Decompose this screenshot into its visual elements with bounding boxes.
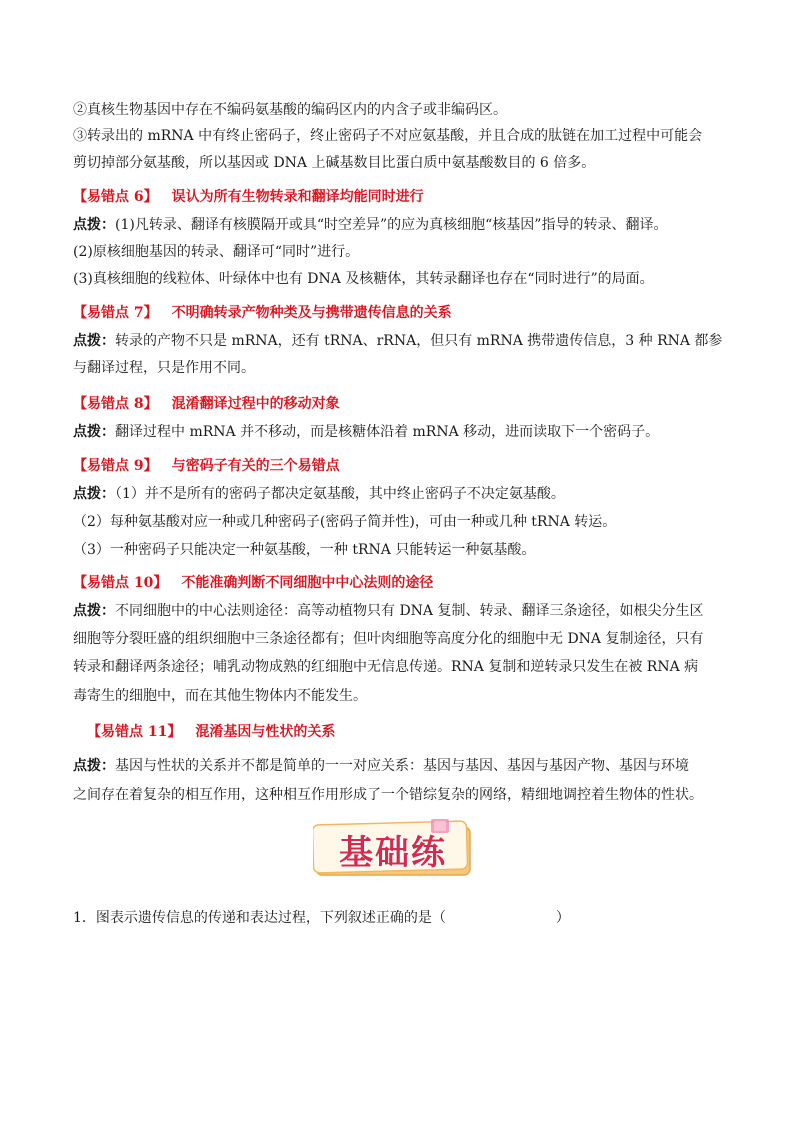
text-line: (3)真核细胞的线粒体、叶绿体中也有 DNA 及核糖体，其转录翻译也存在“同时进行”的局面。 (73, 271, 654, 287)
text-line (73, 601, 728, 621)
text-line: 之间存在着复杂的相互作用，这种相互作用形成了一个错综复杂的网络，精细地调控着生物体的性状。 (73, 787, 703, 803)
hint-text: 翻译过程中 mRNA 并不移动，而是核糖体沿着 mRNA 移动，进而读取下一个密码子。 (115, 424, 660, 440)
hint-label: 点拨： (73, 486, 115, 502)
error-point-title: 不明确转录产物种类及与携带遗传信息的关系 (171, 305, 452, 321)
text-line: ②真核生物基因中存在不编码氨基酸的编码区内的内含子或非编码区。 (73, 102, 507, 118)
text-line (73, 422, 728, 442)
text-line (73, 484, 728, 504)
error-point-label: 【易错点 6】 (73, 189, 158, 205)
text-line (73, 756, 728, 776)
error-point-label: 【易错点 9】 (73, 458, 158, 474)
hint-text: (1)凡转录、翻译有核膜隔开或具“时空差异”的应为真核细胞“核基因”指导的转录、翻译。 (115, 217, 668, 233)
error-point-title: 混淆翻译过程中的移动对象 (171, 396, 340, 412)
text-line: （2）每种氨基酸对应一种或几种密码子(密码子简并性)，可由一种或几种 tRNA 转运。 (73, 514, 617, 530)
hint-text: （1）并不是所有的密码子都决定氨基酸，其中终止密码子不决定氨基酸。 (115, 486, 565, 502)
error-point-label: 【易错点 11】 (87, 724, 182, 740)
section-title: 基础练 (339, 832, 447, 873)
hint-text: 基因与性状的关系并不都是简单的一一对应关系：基因与基因、基因与基因产物、基因与环境 (115, 758, 689, 774)
text-line (73, 331, 728, 351)
text-line: (2)原核细胞基因的转录、翻译可“同时”进行。 (73, 244, 360, 260)
text-line: 与翻译过程，只是作用不同。 (73, 360, 255, 376)
error-point-11-heading (87, 722, 742, 742)
hint-label: 点拨： (73, 333, 115, 349)
error-point-title: 混淆基因与性状的关系 (195, 724, 336, 740)
question-text: 1．图表示遗传信息的传递和表达过程，下列叙述正确的是（ (73, 910, 446, 926)
text-line (73, 215, 728, 235)
text-line: 毒寄生的细胞中，而在其他生物体内不能发生。 (73, 688, 367, 704)
error-point-10-heading (73, 573, 728, 593)
error-point-title: 误认为所有生物转录和翻译均能同时进行 (171, 189, 424, 205)
hint-text: 不同细胞中的中心法则途径：高等动植物只有 DNA 复制、转录、翻译三条途径，如根尖分生区 (115, 603, 704, 619)
hint-label: 点拨： (73, 603, 115, 619)
error-point-label: 【易错点 10】 (73, 575, 168, 591)
question-paren-close: ） (555, 910, 570, 926)
text-line: 细胞等分裂旺盛的组织细胞中三条途径都有；但叶肉细胞等高度分化的细胞中无 DNA 复制途径，只有 (73, 631, 704, 647)
hint-text: 转录的产物不只是 mRNA，还有 tRNA、rRNA，但只有 mRNA 携带遗传信息，3 种 RNA 都参 (115, 333, 723, 349)
hint-label: 点拨： (73, 424, 115, 440)
text-line: 剪切掉部分氨基酸，所以基因或 DNA 上碱基数目比蛋白质中氨基酸数目的 6 倍多。 (73, 155, 596, 171)
error-point-6-heading (73, 187, 728, 207)
text-line: 转录和翻译两条途径；哺乳动物成熟的红细胞中无信息传递。RNA 复制和逆转录只发生在被 RNA 病 (73, 659, 699, 675)
error-point-label: 【易错点 7】 (73, 305, 158, 321)
section-badge (313, 819, 473, 879)
error-point-7-heading (73, 303, 728, 323)
error-point-8-heading (73, 394, 728, 414)
error-point-9-heading (73, 456, 728, 476)
hint-label: 点拨： (73, 217, 115, 233)
text-line: （3）一种密码子只能决定一种氨基酸，一种 tRNA 只能转运一种氨基酸。 (73, 542, 536, 558)
question-1 (73, 908, 728, 928)
error-point-title: 不能准确判断不同细胞中中心法则的途径 (181, 575, 434, 591)
error-point-label: 【易错点 8】 (73, 396, 158, 412)
error-point-title: 与密码子有关的三个易错点 (171, 458, 340, 474)
text-line: ③转录出的 mRNA 中有终止密码子，终止密码子不对应氨基酸，并且合成的肽链在加工过程中可能会 (73, 128, 703, 144)
hint-label: 点拨： (73, 758, 115, 774)
